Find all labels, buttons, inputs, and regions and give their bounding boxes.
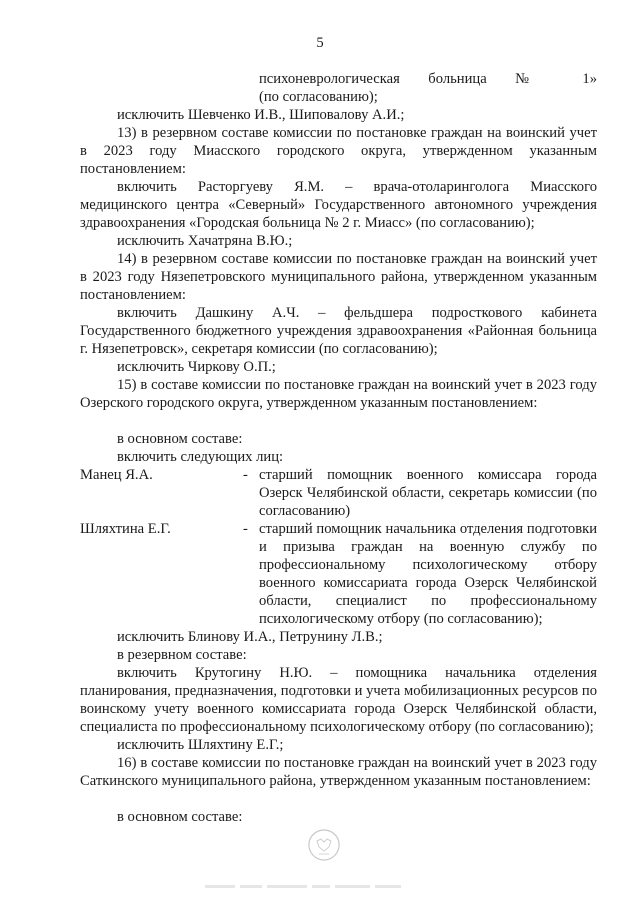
paragraph: исключить Блинову И.А., Петрунину Л.В.; xyxy=(117,629,383,645)
paragraph: включить Крутогину Н.Ю. – помощника начальника отделения планирования, предназначения, подготовки и учета мобилизационных ресурсов по воинскому учету военного комиссариата города Озерск Челябинской области, специалиста по профессиональному психологическому отбору (по согласованию); xyxy=(80,665,597,735)
paragraph: в основном составе: xyxy=(117,809,243,825)
paragraph: включить следующих лиц: xyxy=(117,449,284,465)
paragraph: в резервном составе: xyxy=(117,647,247,663)
paragraph: исключить Шляхтину Е.Г.; xyxy=(117,737,284,753)
paragraph: включить Дашкину А.Ч. – фельдшера подросткового кабинета Государственного бюджетного учреждения здравоохранения «Районная больница г. Нязепетровск», секретаря комиссии (по согласованию); xyxy=(80,305,597,357)
footer-marks xyxy=(205,885,435,891)
paragraph-item-13: 13) в резервном составе комиссии по постановке граждан на воинский учет в 2023 году Миасского городского округа, утвержденном указанным постановлением: xyxy=(80,125,597,177)
person-name: Шляхтина Е.Г. xyxy=(80,521,171,537)
continuation-line: (по согласованию); xyxy=(259,89,378,105)
paragraph: исключить Чиркову О.П.; xyxy=(117,359,276,375)
paragraph: исключить Хачатряна В.Ю.; xyxy=(117,233,293,249)
paragraph-item-14: 14) в резервном составе комиссии по постановке граждан на воинский учет в 2023 году Нязепетровского муниципального района, утвержденном указанным постановлением: xyxy=(80,251,597,303)
person-name: Манец Я.А. xyxy=(80,467,153,483)
paragraph-item-16: 16) в составе комиссии по постановке граждан на воинский учет в 2023 году Саткинского муниципального района, утвержденном указанным постановлением: xyxy=(80,755,597,789)
paragraph: в основном составе: xyxy=(117,431,243,447)
page-number: 5 xyxy=(316,35,324,51)
paragraph-item-15: 15) в составе комиссии по постановке граждан на воинский учет в 2023 году Озерского городского округа, утвержденном указанным постановлением: xyxy=(80,377,597,411)
paragraph: включить Расторгуеву Я.М. – врача-отоларинголога Миасского медицинского центра «Северный» Государственного автономного учреждения здравоохранения «Городская больница № 2 г. Миасс» (по согласованию); xyxy=(80,179,597,231)
person-role: старший помощник начальника отделения подготовки и призыва граждан на военную службу по профессиональному психологическому отбору военного комиссариата города Озерск Челябинской области, специалист по профессиональному психологическому отбору (по согласованию); xyxy=(259,521,597,627)
continuation-line: психоневрологическая больница № 1» xyxy=(259,71,597,87)
paragraph: исключить Шевченко И.В., Шиповалову А.И.; xyxy=(117,107,405,123)
seal-icon xyxy=(305,827,343,863)
person-role: старший помощник военного комиссара города Озерск Челябинской области, секретарь комиссии (по согласованию) xyxy=(259,467,597,519)
person-dash: - xyxy=(243,521,248,537)
person-dash: - xyxy=(243,467,248,483)
